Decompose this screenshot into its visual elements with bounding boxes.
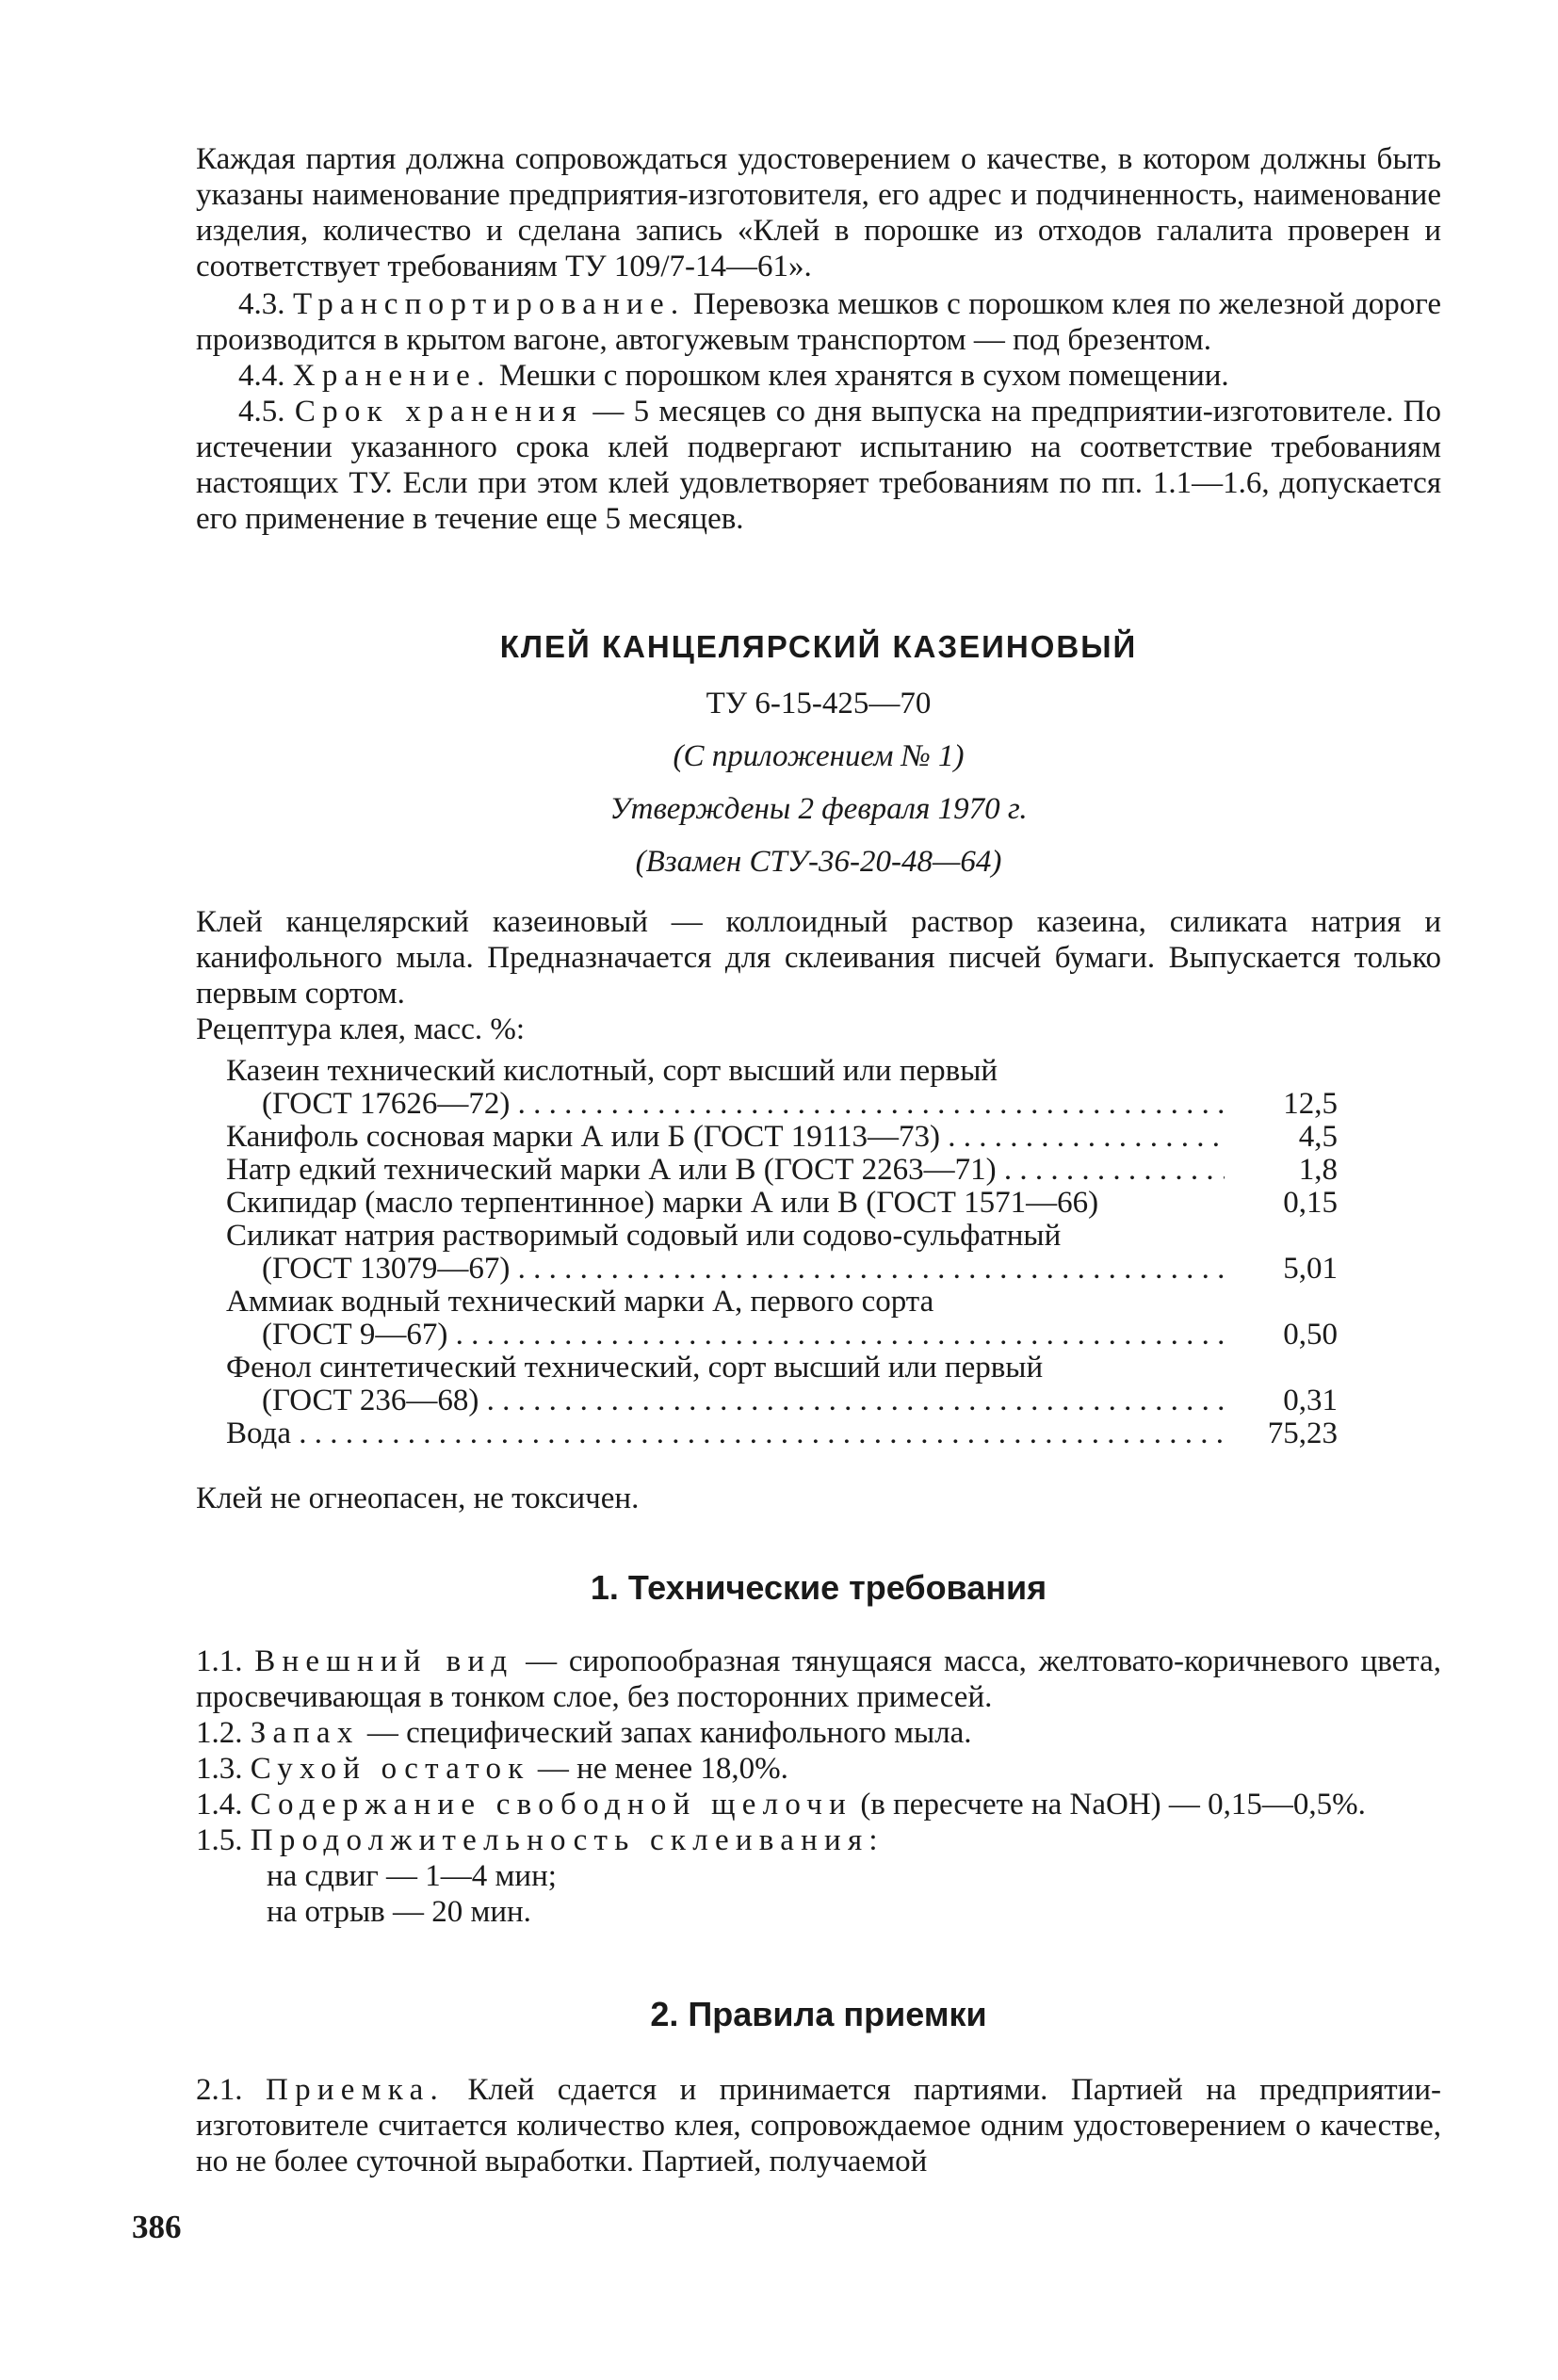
recipe-item: Скипидар (масло терпентинное) марки А или В (ГОСТ 1571—66) 0,15 (226, 1186, 1338, 1220)
recipe-item: Канифоль сосновая марки А или Б (ГОСТ 19113—73) . . . 4,5 (226, 1121, 1338, 1154)
recipe-item: Аммиак водный технический марки А, первого сорта (ГОСТ 9—67) . . . 0,50 (226, 1286, 1338, 1352)
item-1-5: 1.5. Продолжительность склеивания: (196, 1823, 884, 1857)
recipe-value: 0,15 (1283, 1186, 1338, 1220)
section-title: 1. Технические требования (590, 1568, 1047, 1607)
recipe-value: 4,5 (1298, 1120, 1338, 1154)
item-1-5-shear: на сдвиг — 1—4 мин; (267, 1859, 557, 1893)
intro-block (196, 141, 1441, 537)
item-4-3: 4.3. Транспортирование. Перевозка мешков с порошком клея по железной дороге производится в крытом вагоне, автогужевым транспортом — под брезентом. (196, 287, 1442, 357)
recipe-value: 0,50 (1283, 1318, 1338, 1352)
standard-header (196, 629, 1441, 880)
recipe-item: Вода . . . 75,23 (226, 1417, 1338, 1450)
item-1-3: 1.3. Сухой остаток — не менее 18,0%. (196, 1752, 788, 1786)
item-1-5-peel: на отрыв — 20 мин. (267, 1895, 531, 1929)
recipe-list (226, 1055, 1338, 1450)
page-number: 386 (132, 2209, 182, 2245)
recipe-item: Фенол синтетический технический, сорт высший или первый (ГОСТ 236—68) . . . 0,31 (226, 1352, 1338, 1417)
recipe-value: 5,01 (1283, 1252, 1338, 1286)
page-title: КЛЕЙ КАНЦЕЛЯРСКИЙ КАЗЕИНОВЫЙ (499, 629, 1138, 664)
recipe-value: 12,5 (1283, 1087, 1338, 1121)
item-4-4: 4.4. Хранение. Мешки с порошком клея хранятся в сухом помещении. (238, 359, 1229, 393)
section-title: 2. Правила приемки (650, 1995, 987, 2033)
section-technical-requirements (196, 1568, 1441, 1930)
recipe-item: Силикат натрия растворимый содовый или содово-сульфатный (ГОСТ 13079—67) . . . 5,01 (226, 1220, 1338, 1286)
approval-date: Утверждены 2 февраля 1970 г. (609, 792, 1028, 826)
recipe-value: 1,8 (1298, 1153, 1338, 1187)
item-2-1: 2.1. Приемка. Клей сдается и принимается партиями. Партией на предприятии-изготовителе считается количество клея, сопровождаемое одним удостоверением о качестве, но не более суточной выработки. Партией, получаемой (196, 2073, 1442, 2178)
item-1-1: 1.1. Внешний вид — сиропообразная тянущаяся масса, желтовато-коричневого цвета, просвечивающая в тонком слое, без посторонних примесей. (196, 1644, 1442, 1714)
item-1-2: 1.2. Запах — специфический запах канифольного мыла. (196, 1716, 972, 1750)
annex-note: (С приложением № 1) (673, 739, 965, 773)
recipe-item: Казеин технический кислотный, сорт высший или первый (ГОСТ 17626—72) . . . 12,5 (226, 1055, 1338, 1121)
item-4-5: 4.5. Срок хранения — 5 месяцев со дня выпуска на предприятии-изготовителе. По истечении указанного срока клей подвергают испытанию на соответствие требованиям настоящих ТУ. Если при этом клей удовлетворяет требованиям по пп. 1.1—1.6, допускается его применение в течение еще 5 месяцев. (196, 395, 1442, 536)
standard-code: ТУ 6-15-425—70 (706, 687, 932, 720)
intro-paragraph: Каждая партия должна сопровождаться удостоверением о качестве, в котором должны быть указаны наименование предприятия-изготовителя, его адрес и подчиненность, наименование изделия, количество и сделана запись «Клей в порошке из отходов галалита проверен и соответствует требованиям ТУ 109/7-14—61». (196, 142, 1441, 283)
section-acceptance-rules (196, 1995, 1441, 2179)
recipe-label: Рецептура клея, масс. %: (196, 1012, 525, 1046)
recipe-value: 75,23 (1267, 1417, 1338, 1450)
recipe-value: 0,31 (1283, 1384, 1338, 1417)
replaces-note: (Взамен СТУ-36-20-48—64) (635, 845, 1002, 879)
description-paragraph: Клей канцелярский казеиновый — коллоидный раствор казеина, силиката натрия и канифольного мыла. Предназначается для склеивания писчей бумаги. Выпускается только первым сортом. (196, 905, 1441, 1011)
description-block (196, 904, 1441, 1047)
item-1-4: 1.4. Содержание свободной щелочи (в пересчете на NaOH) — 0,15—0,5%. (196, 1788, 1366, 1821)
recipe-item: Натр едкий технический марки А или В (ГОСТ 2263—71) . . . 1,8 (226, 1154, 1338, 1187)
safety-note: Клей не огнеопасен, не токсичен. (196, 1481, 640, 1515)
